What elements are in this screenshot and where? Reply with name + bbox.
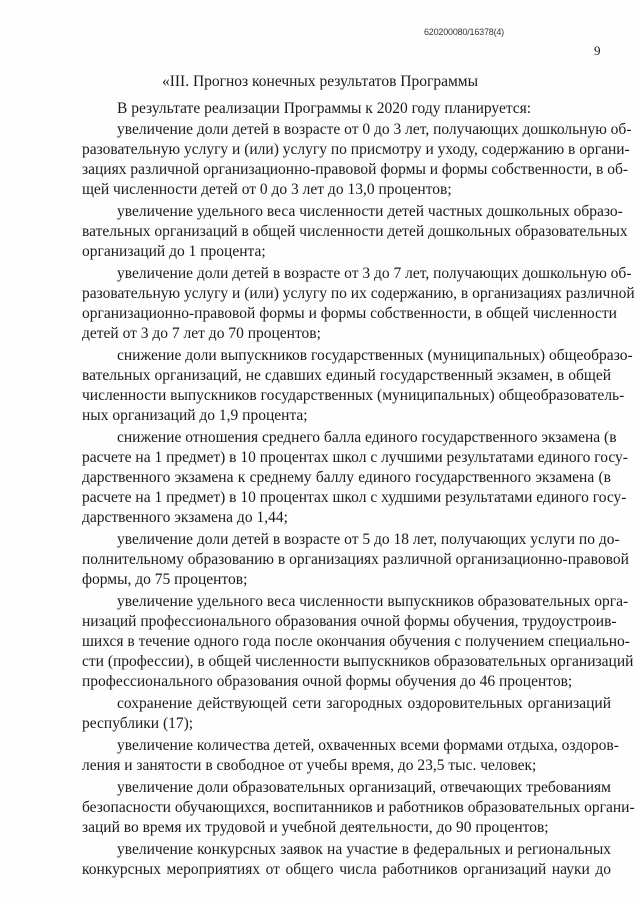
result-item-line: снижение отношения среднего балла единого государственного экзамена (в bbox=[117, 429, 617, 446]
result-item-line: увеличение удельного веса численности выпускников образовательных орга- bbox=[117, 593, 629, 610]
result-item-line: ных организаций до 1,9 процента; bbox=[82, 407, 308, 424]
result-item-line: увеличение конкурсных заявок на участие в федеральных и региональных bbox=[117, 841, 611, 858]
result-item-line: увеличение количества детей, охваченных всеми формами отдыха, оздоров- bbox=[117, 737, 619, 754]
result-item-line: шихся в течение одного года после окончания обучения с получением специально- bbox=[82, 633, 630, 650]
result-item-line: вательных организаций, не сдавших единый государственный экзамен, в общей bbox=[82, 367, 611, 384]
result-item-line: вательных организаций в общей численности детей дошкольных образовательных bbox=[82, 223, 628, 240]
result-item-line: разовательную услугу и (или) услугу по их содержанию, в организациях различной bbox=[82, 285, 635, 302]
result-item-line: разовательную услугу и (или) услугу по присмотру и уходу, содержанию в органи- bbox=[82, 141, 630, 158]
result-item bbox=[82, 694, 611, 734]
result-item-line: конкурсных мероприятиях от общего числа работников организаций науки до bbox=[82, 861, 611, 878]
result-item bbox=[82, 778, 635, 838]
result-item-line: снижение доли выпускников государственных (муниципальных) общеобразо- bbox=[117, 347, 633, 364]
result-item bbox=[82, 120, 632, 200]
result-item bbox=[82, 840, 611, 880]
result-item bbox=[82, 592, 634, 692]
result-item-line: расчете на 1 предмет) в 10 процентах школ с худшими результатами единого госу- bbox=[82, 489, 627, 506]
result-item-line: увеличение доли детей в возрасте от 0 до 3 лет, получающих дошкольную об- bbox=[117, 121, 632, 138]
result-item bbox=[82, 264, 635, 344]
result-item-line: зациях различной организационно-правовой формы и формы собственности, в об- bbox=[82, 161, 629, 178]
page-number: 9 bbox=[594, 43, 601, 58]
result-item-line: увеличение доли детей в возрасте от 3 до 7 лет, получающих дошкольную об- bbox=[117, 265, 632, 282]
result-item bbox=[82, 530, 629, 590]
result-item-line: дарственного экзамена до 1,44; bbox=[82, 509, 288, 526]
result-item-line: увеличение удельного веса численности детей частных дошкольных образо- bbox=[117, 203, 623, 220]
result-item-line: низаций профессионального образования очной формы обучения, трудоустроив- bbox=[82, 613, 617, 630]
result-item bbox=[82, 428, 628, 528]
result-item-line: формы, до 75 процентов; bbox=[82, 571, 248, 588]
result-item-line: щей численности детей от 0 до 3 лет до 13,0 процентов; bbox=[82, 181, 452, 198]
intro-paragraph: В результате реализации Программы к 2020 году планируется: bbox=[117, 100, 532, 117]
result-item-line: ления и занятости в свободное от учебы время, до 23,5 тыс. человек; bbox=[82, 757, 537, 774]
result-item-line: увеличение доли образовательных организаций, отвечающих требованиям bbox=[117, 779, 611, 796]
result-item-line: организаций до 1 процента; bbox=[82, 243, 266, 260]
result-item-line: увеличение доли детей в возрасте от 5 до 18 лет, получающих услуги по до- bbox=[117, 531, 620, 548]
result-item-line: заций во время их трудовой и учебной деятельности, до 90 процентов; bbox=[82, 819, 549, 836]
result-item-line: профессионального образования очной формы обучения до 46 процентов; bbox=[82, 673, 573, 690]
result-item-line: расчете на 1 предмет) в 10 процентах школ с лучшими результатами единого госу- bbox=[82, 449, 628, 466]
results-list bbox=[82, 120, 635, 882]
result-item-line: численности выпускников государственных (муниципальных) общеобразователь- bbox=[82, 387, 625, 404]
result-item-line: безопасности обучающихся, воспитанников и работников образовательных органи- bbox=[82, 799, 635, 816]
result-item-line: детей от 3 до 7 лет до 70 процентов; bbox=[82, 325, 321, 342]
section-heading: «III. Прогноз конечных результатов Программы bbox=[161, 73, 479, 90]
result-item bbox=[82, 736, 619, 776]
result-item-line: сти (профессии), в общей численности выпускников образовательных организаций bbox=[82, 653, 634, 670]
result-item-line: сохранение действующей сети загородных оздоровительных организаций bbox=[117, 695, 611, 712]
result-item-line: полнительному образованию в организациях различной организационно-правовой bbox=[82, 551, 629, 568]
result-item bbox=[82, 202, 628, 262]
result-item-line: организационно-правовой формы и формы собственности, в общей численности bbox=[82, 305, 617, 322]
result-item bbox=[82, 346, 633, 426]
result-item-line: республики (17); bbox=[82, 715, 194, 732]
result-item-line: дарственного экзамена к среднему баллу единого государственного экзамена (в bbox=[82, 469, 611, 486]
document-code: 620200080/16378(4) bbox=[424, 27, 504, 37]
